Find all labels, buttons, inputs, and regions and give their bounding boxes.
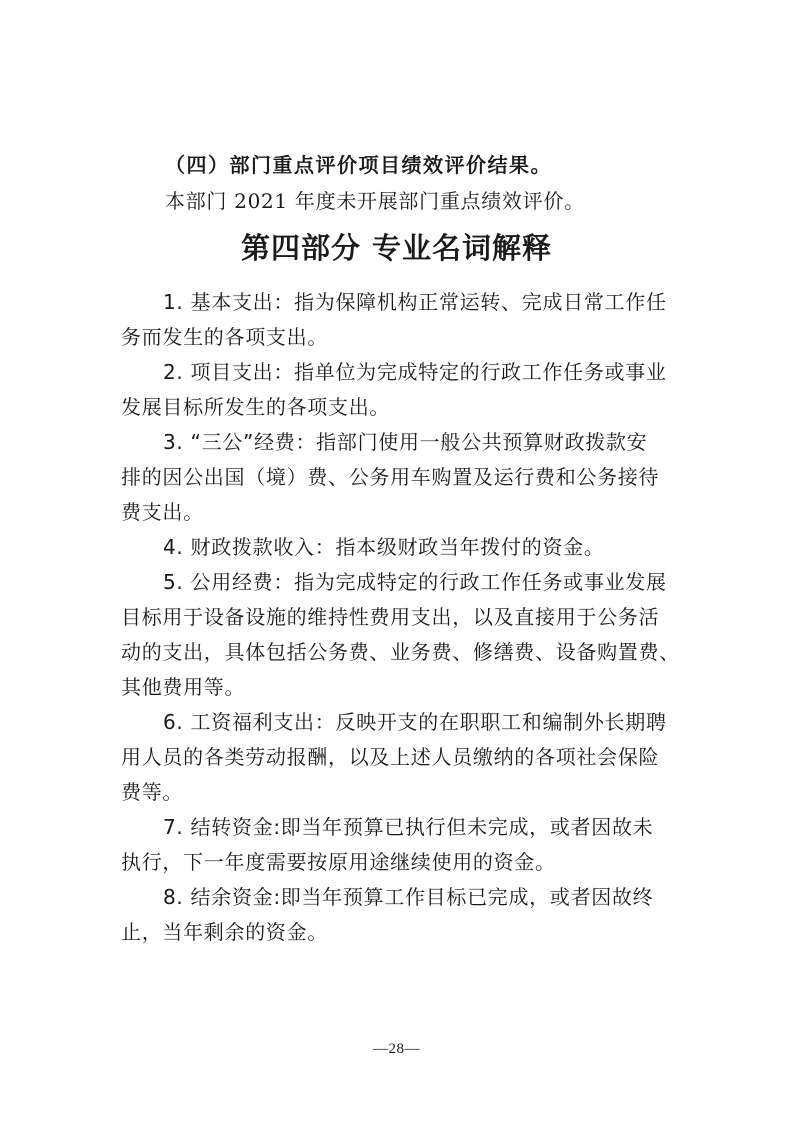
part-title: 第四部分 专业名词解释 — [240, 231, 553, 265]
definition-continuation: 费支出。 — [121, 500, 204, 524]
definition-4-first-line — [163, 532, 605, 562]
definition-continuation: 其他费用等。 — [121, 675, 246, 699]
definition-term: 1. 基本支出： — [163, 290, 295, 314]
section-heading: （四）部门重点评价项目绩效评价结果。 — [165, 153, 552, 177]
definition-continuation: 动的支出，具体包括公务费、业务费、修缮费、设备购置费、 — [121, 640, 680, 664]
definition-5-first-line — [163, 567, 667, 597]
definition-text: 即当年预算工作目标已完成，或者因故终 — [280, 885, 654, 909]
definition-continuation: 用人员的各类劳动报酬，以及上述人员缴纳的各项社会保险 — [121, 745, 660, 769]
section-text: 本部门 2021 年度未开展部门重点绩效评价。 — [165, 189, 585, 213]
definition-text: 指为完成特定的行政工作任务或事业发展 — [294, 570, 667, 594]
definition-term: 7. 结转资金: — [163, 815, 281, 839]
definition-continuation: 务而发生的各项支出。 — [121, 325, 328, 349]
definition-continuation: 排的因公出国（境）费、公务用车购置及运行费和公务接待 — [121, 465, 660, 489]
definition-text: 反映开支的在职职工和编制外长期聘 — [335, 710, 667, 734]
definition-continuation: 发展目标所发生的各项支出。 — [121, 395, 391, 419]
page-number: —28— — [373, 1041, 420, 1057]
definition-text: 指为保障机构正常运转、完成日常工作任 — [294, 290, 667, 314]
definition-text: 指本级财政当年拨付的资金。 — [335, 535, 605, 559]
definition-7-first-line — [163, 812, 653, 842]
definition-term: 5. 公用经费： — [163, 570, 295, 594]
definition-continuation: 执行，下一年度需要按原用途继续使用的资金。 — [121, 850, 556, 874]
definition-text: 指部门使用一般公共预算财政拨款安 — [316, 430, 648, 454]
definition-text: 即当年预算已执行但未完成，或者因故未 — [280, 815, 654, 839]
definition-continuation: 止，当年剩余的资金。 — [121, 920, 328, 944]
definition-term: 8. 结余资金: — [163, 885, 281, 909]
definition-3-first-line — [163, 427, 647, 457]
definition-term: 3. “三公”经费： — [163, 430, 317, 454]
definition-term: 4. 财政拨款收入： — [163, 535, 336, 559]
definition-6-first-line — [163, 707, 667, 737]
definition-continuation: 费等。 — [121, 780, 184, 804]
definition-1-first-line — [163, 287, 667, 317]
definition-term: 6. 工资福利支出： — [163, 710, 336, 734]
definition-continuation: 目标用于设备设施的维持性费用支出，以及直接用于公务活 — [121, 605, 660, 629]
definition-term: 2. 项目支出： — [163, 360, 295, 384]
definition-8-first-line — [163, 882, 653, 912]
definition-2-first-line — [163, 357, 667, 387]
definition-text: 指单位为完成特定的行政工作任务或事业 — [294, 360, 667, 384]
